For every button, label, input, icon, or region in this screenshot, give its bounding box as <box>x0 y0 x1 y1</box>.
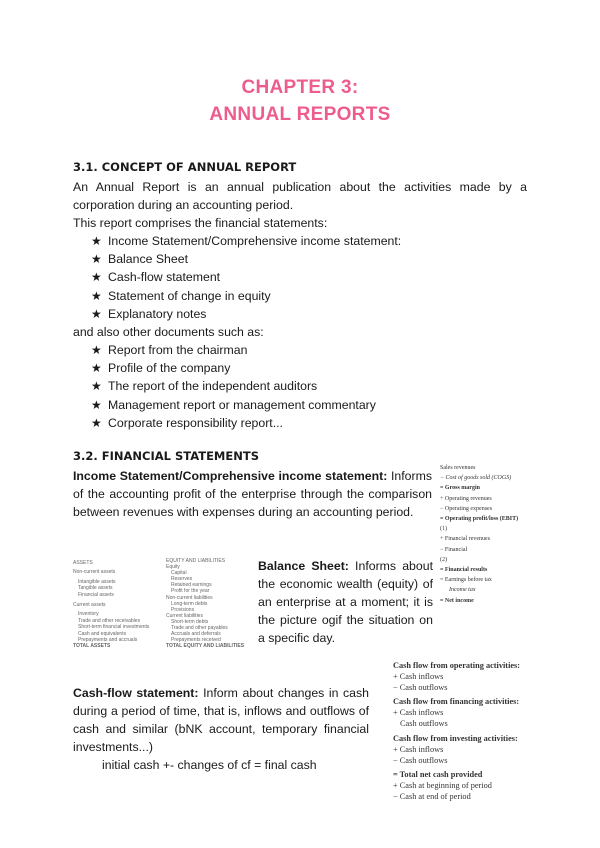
list-item: ★ The report of the independent auditors <box>91 377 376 395</box>
figure-line: + Cash inflows <box>393 744 444 754</box>
figure-line: − Cost of goods sold (COGS) <box>440 475 512 482</box>
figure-line: Prepayments and accruals <box>78 637 138 644</box>
section-heading-3-2: 3.2. FINANCIAL STATEMENTS <box>73 449 259 463</box>
figure-line: + Operating revenues <box>440 495 492 502</box>
figure-line: Short-term debts <box>171 618 209 625</box>
figure-line: = Earnings before tax <box>440 577 492 584</box>
list-item: ★ Balance Sheet <box>91 250 401 268</box>
figure-line: − Cash at end of period <box>393 792 471 802</box>
figure-line: TOTAL EQUITY AND LIABILITIES <box>166 643 245 650</box>
list-item: ★ Statement of change in equity <box>91 287 401 305</box>
chapter-title: ANNUAL REPORTS <box>209 104 391 125</box>
star-icon: ★ <box>91 270 102 285</box>
figure-line: = Financial results <box>440 567 488 574</box>
figure-line: = Total net cash provided <box>393 769 483 779</box>
figure-line: Non-current liabilities <box>166 594 213 601</box>
figure-line: + Financial revenues <box>440 536 491 543</box>
cash-formula: initial cash +- changes of cf = final cash <box>102 758 317 772</box>
annual-report-definition: An Annual Report is an annual publication about the activities made by a corporation during an accounting period. <box>73 180 527 212</box>
list-item: ★ Profile of the company <box>91 359 376 377</box>
figure-line: Financial assets <box>78 591 114 598</box>
figure-line: Trade and other payables <box>171 625 228 632</box>
star-icon: ★ <box>91 288 102 303</box>
comprises-text: This report comprises the financial statements: <box>73 216 328 230</box>
list-item: ★ Explanatory notes <box>91 305 401 323</box>
star-icon: ★ <box>91 397 102 412</box>
figure-line: (1) <box>440 526 447 533</box>
balance-sheet-assets-figure <box>73 560 149 650</box>
figure-line: Provisions <box>171 606 195 613</box>
income-statement-paragraph: Income Statement/Comprehensive income statement: Informs of the accounting profit of the enterprise through the comparison between revenues with expenses during an accounting period. <box>73 469 433 519</box>
star-icon: ★ <box>91 343 102 357</box>
figure-line: Accruals and deferrals <box>171 631 221 638</box>
figure-line: Sales revenues <box>440 465 476 471</box>
figure-line: Prepayments received <box>171 637 221 644</box>
figure-line: Capital <box>171 570 187 577</box>
figure-line: Non-current assets <box>73 569 116 576</box>
cashflow-figure <box>393 660 520 802</box>
figure-line: Trade and other receivables <box>78 617 141 624</box>
figure-line: − Cash outflows <box>393 755 448 765</box>
balance-sheet-term: Balance Sheet: <box>258 559 349 573</box>
balance-sheet-paragraph: Balance Sheet: Informs about the economic wealth (equity) of an enterprise at a moment; it is the picture ogif the situation on a specific day. <box>258 559 433 645</box>
figure-line: = Gross margin <box>440 485 480 492</box>
documents-list <box>91 341 376 432</box>
figure-line: (2) <box>440 556 447 563</box>
income-statement-figure <box>440 463 518 606</box>
figure-line: ASSETS <box>73 560 93 566</box>
balance-sheet-liabilities-figure <box>166 558 244 649</box>
income-statement-term: Income Statement/Comprehensive income statement: <box>73 469 388 483</box>
star-icon: ★ <box>91 379 102 394</box>
figure-line: Current liabilities <box>166 612 203 619</box>
figure-line: Income tax <box>449 587 476 594</box>
figure-line: Inventory <box>78 611 99 618</box>
chapter-number: CHAPTER 3: <box>241 77 359 98</box>
list-item: ★ Income Statement/Comprehensive income statement: <box>91 232 401 250</box>
figure-line: Retained earnings <box>171 582 212 589</box>
figure-line: Cash flow from investing activities: <box>393 733 518 743</box>
figure-line: + Cash inflows <box>393 708 444 718</box>
figure-line: − Financial <box>440 546 468 553</box>
star-icon: ★ <box>91 306 102 321</box>
cashflow-paragraph: Cash-flow statement: Inform about changes in cash during a period of time, that is, inflows and outflows of cash and similar (bNK account, temporary financial investments...) <box>73 686 369 754</box>
other-documents-text: and also other documents such as: <box>73 325 264 339</box>
figure-line: Cash flow from financing activities: <box>393 697 520 707</box>
list-item: ★ Report from the chairman <box>91 341 376 359</box>
list-item: ★ Management report or management commentary <box>91 396 376 414</box>
figure-line: − Operating expenses <box>440 505 493 512</box>
section-heading-3-1: 3.1. CONCEPT OF ANNUAL REPORT <box>73 160 297 174</box>
figure-line: + Cash inflows <box>393 672 444 682</box>
figure-line: Cash and equivalents <box>78 630 127 637</box>
star-icon: ★ <box>91 415 102 430</box>
figure-line: − Cash outflows <box>393 683 448 693</box>
star-icon: ★ <box>91 234 102 248</box>
figure-line: Reserves <box>171 576 193 583</box>
figure-line: EQUITY AND LIABILITIES <box>166 558 226 564</box>
star-icon: ★ <box>91 252 102 267</box>
figure-line: Intangible assets <box>78 578 116 585</box>
list-item: ★ Cash-flow statement <box>91 268 401 286</box>
figure-line: + Cash at beginning of period <box>393 780 492 790</box>
figure-line: = Net income <box>440 597 474 604</box>
figure-line: Long-term debts <box>171 600 208 607</box>
list-item: ★ Corporate responsibility report... <box>91 414 376 432</box>
figure-line: TOTAL ASSETS <box>73 643 111 650</box>
cashflow-term: Cash-flow statement: <box>73 686 199 700</box>
figure-line: Cash flow from operating activities: <box>393 661 521 670</box>
star-icon: ★ <box>91 361 102 376</box>
figure-line: Tangible assets <box>78 585 113 592</box>
figure-line: Profit for the year <box>171 588 210 595</box>
figure-line: = Operating profit/loss (EBIT) <box>440 516 519 523</box>
statements-list <box>91 232 401 323</box>
figure-line: Equity <box>166 564 180 571</box>
figure-line: Short-term financial investments <box>78 624 150 631</box>
figure-line: Cash outflows <box>400 719 448 729</box>
figure-line: Current assets <box>73 602 106 609</box>
